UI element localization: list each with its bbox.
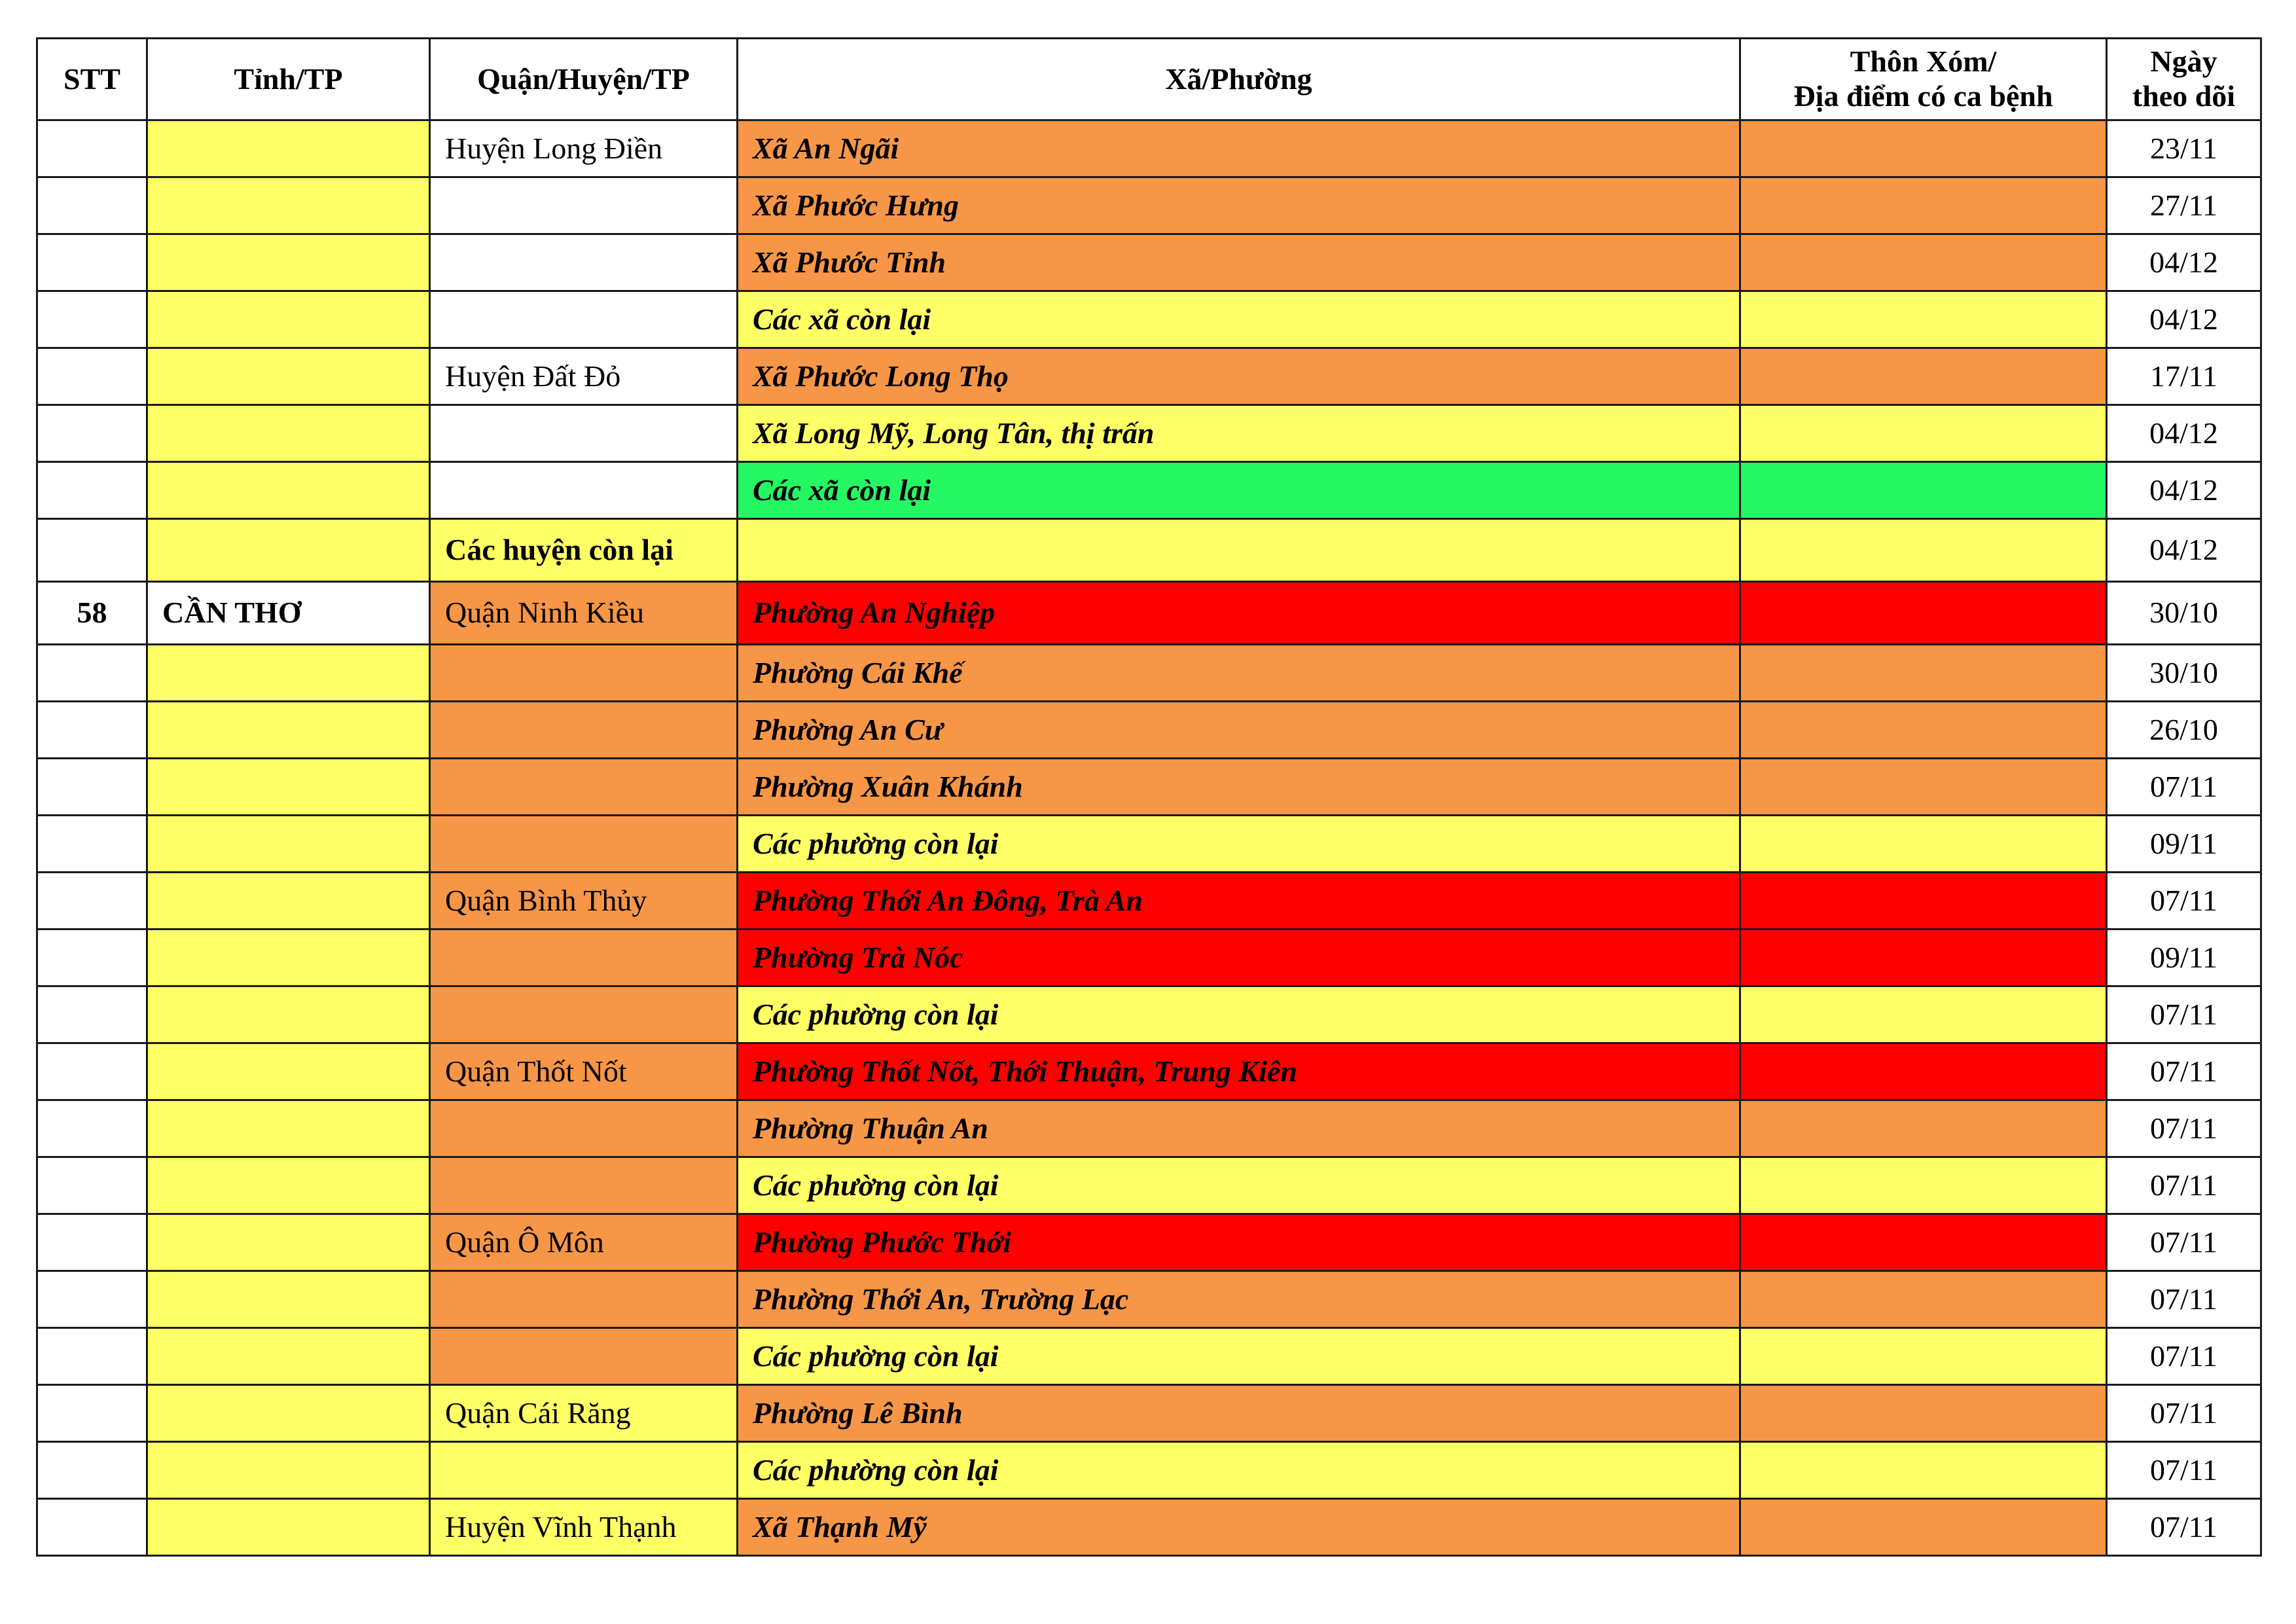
table-row [37,120,2261,177]
ward-cell: Các xã còn lại [738,462,1740,519]
date-cell: 07/11 [2107,1214,2261,1271]
date-cell: 04/12 [2107,234,2261,291]
ward-cell: Xã Phước Hưng [738,177,1740,234]
hamlet-cell [1740,1100,2107,1157]
date-cell: 07/11 [2107,1043,2261,1100]
stt-cell [37,1271,147,1328]
date-cell: 07/11 [2107,1499,2261,1556]
district-cell: Huyện Long Điền [430,120,738,177]
header-row [37,39,2261,120]
date-cell: 30/10 [2107,645,2261,702]
stt-cell [37,348,147,405]
table-row [37,702,2261,759]
hamlet-cell [1740,1499,2107,1556]
ward-cell: Phường Xuân Khánh [738,759,1740,816]
hamlet-cell [1740,291,2107,348]
stt-cell [37,986,147,1043]
stt-cell [37,759,147,816]
stt-cell [37,120,147,177]
province-cell [147,405,430,462]
date-cell: 07/11 [2107,1442,2261,1499]
stt-cell [37,816,147,873]
header-date-line2: theo dõi [2132,79,2236,113]
stt-cell [37,929,147,986]
stt-cell [37,1043,147,1100]
stt-cell [37,291,147,348]
district-cell [430,1157,738,1214]
hamlet-cell [1740,1214,2107,1271]
ward-cell: Phường Trà Nóc [738,929,1740,986]
district-cell: Các huyện còn lại [430,519,738,582]
header-date-line1: Ngày [2150,45,2217,79]
hamlet-cell [1740,645,2107,702]
hamlet-cell [1740,234,2107,291]
table-row [37,929,2261,986]
ward-cell: Xã Long Mỹ, Long Tân, thị trấn [738,405,1740,462]
district-cell [430,405,738,462]
hamlet-cell [1740,1157,2107,1214]
ward-cell: Các phường còn lại [738,1157,1740,1214]
hamlet-cell [1740,873,2107,929]
hamlet-cell [1740,986,2107,1043]
province-cell [147,1499,430,1556]
stt-cell [37,1385,147,1442]
stt-cell [37,405,147,462]
district-cell [430,177,738,234]
ward-cell: Phường An Cư [738,702,1740,759]
stt-cell [37,1214,147,1271]
province-cell [147,1271,430,1328]
province-cell [147,759,430,816]
stt-cell [37,1157,147,1214]
stt-cell [37,1328,147,1385]
ward-cell: Phường Thới An Đông, Trà An [738,873,1740,929]
date-cell: 30/10 [2107,582,2261,645]
date-cell: 07/11 [2107,1271,2261,1328]
district-cell [430,759,738,816]
hamlet-cell [1740,759,2107,816]
table-row [37,519,2261,582]
province-cell [147,1442,430,1499]
stt-cell [37,702,147,759]
district-cell [430,645,738,702]
hamlet-cell [1740,120,2107,177]
table-row [37,1385,2261,1442]
hamlet-cell [1740,1043,2107,1100]
province-cell [147,348,430,405]
ward-cell: Phường Thốt Nốt, Thới Thuận, Trung Kiên [738,1043,1740,1100]
date-cell: 09/11 [2107,816,2261,873]
date-cell: 23/11 [2107,120,2261,177]
district-cell [430,1328,738,1385]
ward-cell: Các phường còn lại [738,986,1740,1043]
district-cell [430,1100,738,1157]
table-row [37,986,2261,1043]
header-ward: Xã/Phường [738,39,1740,120]
province-cell [147,234,430,291]
province-cell [147,986,430,1043]
header-hamlet-line1: Thôn Xóm/ [1850,45,1997,79]
date-cell: 07/11 [2107,986,2261,1043]
stt-cell [37,177,147,234]
date-cell: 07/11 [2107,759,2261,816]
province-cell [147,291,430,348]
province-cell [147,1100,430,1157]
district-cell [430,1442,738,1499]
date-cell: 07/11 [2107,1100,2261,1157]
table-row [37,234,2261,291]
province-cell [147,929,430,986]
district-cell [430,816,738,873]
ward-cell: Các xã còn lại [738,291,1740,348]
stt-cell [37,873,147,929]
stt-cell [37,645,147,702]
province-cell [147,519,430,582]
table-row [37,759,2261,816]
date-cell: 04/12 [2107,519,2261,582]
district-cell: Huyện Đất Đỏ [430,348,738,405]
ward-cell [738,519,1740,582]
stt-cell [37,1499,147,1556]
table-row [37,348,2261,405]
stt-cell: 58 [37,582,147,645]
table-row [37,1442,2261,1499]
district-cell [430,929,738,986]
province-cell [147,645,430,702]
table-row [37,1100,2261,1157]
ward-cell: Phường Cái Khế [738,645,1740,702]
hamlet-cell [1740,519,2107,582]
ward-cell: Các phường còn lại [738,1328,1740,1385]
header-province: Tỉnh/TP [147,39,430,120]
table-row [37,1499,2261,1556]
hamlet-cell [1740,1271,2107,1328]
table-row [37,582,2261,645]
district-cell: Huyện Vĩnh Thạnh [430,1499,738,1556]
ward-cell: Phường Phước Thới [738,1214,1740,1271]
table-row [37,645,2261,702]
table-row [37,462,2261,519]
ward-cell: Phường An Nghiệp [738,582,1740,645]
hamlet-cell [1740,1442,2107,1499]
district-cell [430,234,738,291]
hamlet-cell [1740,929,2107,986]
table-row [37,1157,2261,1214]
province-cell [147,120,430,177]
district-cell: Quận Cái Răng [430,1385,738,1442]
ward-cell: Phường Thuận An [738,1100,1740,1157]
table-body [37,120,2261,1556]
date-cell: 27/11 [2107,177,2261,234]
header-hamlet-line2: Địa điểm có ca bệnh [1793,79,2053,113]
stt-cell [37,234,147,291]
header-district: Quận/Huyện/TP [430,39,738,120]
date-cell: 17/11 [2107,348,2261,405]
header-date [2107,39,2261,120]
province-cell [147,177,430,234]
district-cell [430,462,738,519]
hamlet-cell [1740,405,2107,462]
district-cell [430,291,738,348]
ward-cell: Xã An Ngãi [738,120,1740,177]
hamlet-cell [1740,1328,2107,1385]
ward-cell: Xã Phước Long Thọ [738,348,1740,405]
date-cell: 04/12 [2107,405,2261,462]
hamlet-cell [1740,702,2107,759]
province-cell [147,873,430,929]
date-cell: 09/11 [2107,929,2261,986]
header-stt: STT [37,39,147,120]
ward-cell: Các phường còn lại [738,816,1740,873]
district-cell [430,1271,738,1328]
hamlet-cell [1740,582,2107,645]
hamlet-cell [1740,1385,2107,1442]
district-cell: Quận Ninh Kiều [430,582,738,645]
district-cell [430,702,738,759]
province-cell [147,1157,430,1214]
hamlet-cell [1740,816,2107,873]
province-cell [147,702,430,759]
stt-cell [37,1442,147,1499]
table-row [37,1328,2261,1385]
date-cell: 04/12 [2107,291,2261,348]
date-cell: 04/12 [2107,462,2261,519]
covid-risk-table [36,37,2262,1557]
province-cell [147,1214,430,1271]
date-cell: 07/11 [2107,873,2261,929]
date-cell: 26/10 [2107,702,2261,759]
hamlet-cell [1740,177,2107,234]
date-cell: 07/11 [2107,1157,2261,1214]
table-row [37,177,2261,234]
table-row [37,1214,2261,1271]
ward-cell: Xã Phước Tỉnh [738,234,1740,291]
date-cell: 07/11 [2107,1385,2261,1442]
province-cell: CẦN THƠ [147,582,430,645]
table-row [37,816,2261,873]
stt-cell [37,1100,147,1157]
table-row [37,405,2261,462]
date-cell: 07/11 [2107,1328,2261,1385]
table-row [37,291,2261,348]
ward-cell: Phường Thới An, Trường Lạc [738,1271,1740,1328]
header-hamlet [1740,39,2107,120]
district-cell: Quận Ô Môn [430,1214,738,1271]
hamlet-cell [1740,348,2107,405]
district-cell [430,986,738,1043]
province-cell [147,462,430,519]
table-row [37,873,2261,929]
province-cell [147,1385,430,1442]
province-cell [147,1328,430,1385]
district-cell: Quận Thốt Nốt [430,1043,738,1100]
table-row [37,1271,2261,1328]
province-cell [147,816,430,873]
stt-cell [37,519,147,582]
province-cell [147,1043,430,1100]
district-cell: Quận Bình Thủy [430,873,738,929]
ward-cell: Các phường còn lại [738,1442,1740,1499]
ward-cell: Phường Lê Bình [738,1385,1740,1442]
table-row [37,1043,2261,1100]
stt-cell [37,462,147,519]
ward-cell: Xã Thạnh Mỹ [738,1499,1740,1556]
hamlet-cell [1740,462,2107,519]
